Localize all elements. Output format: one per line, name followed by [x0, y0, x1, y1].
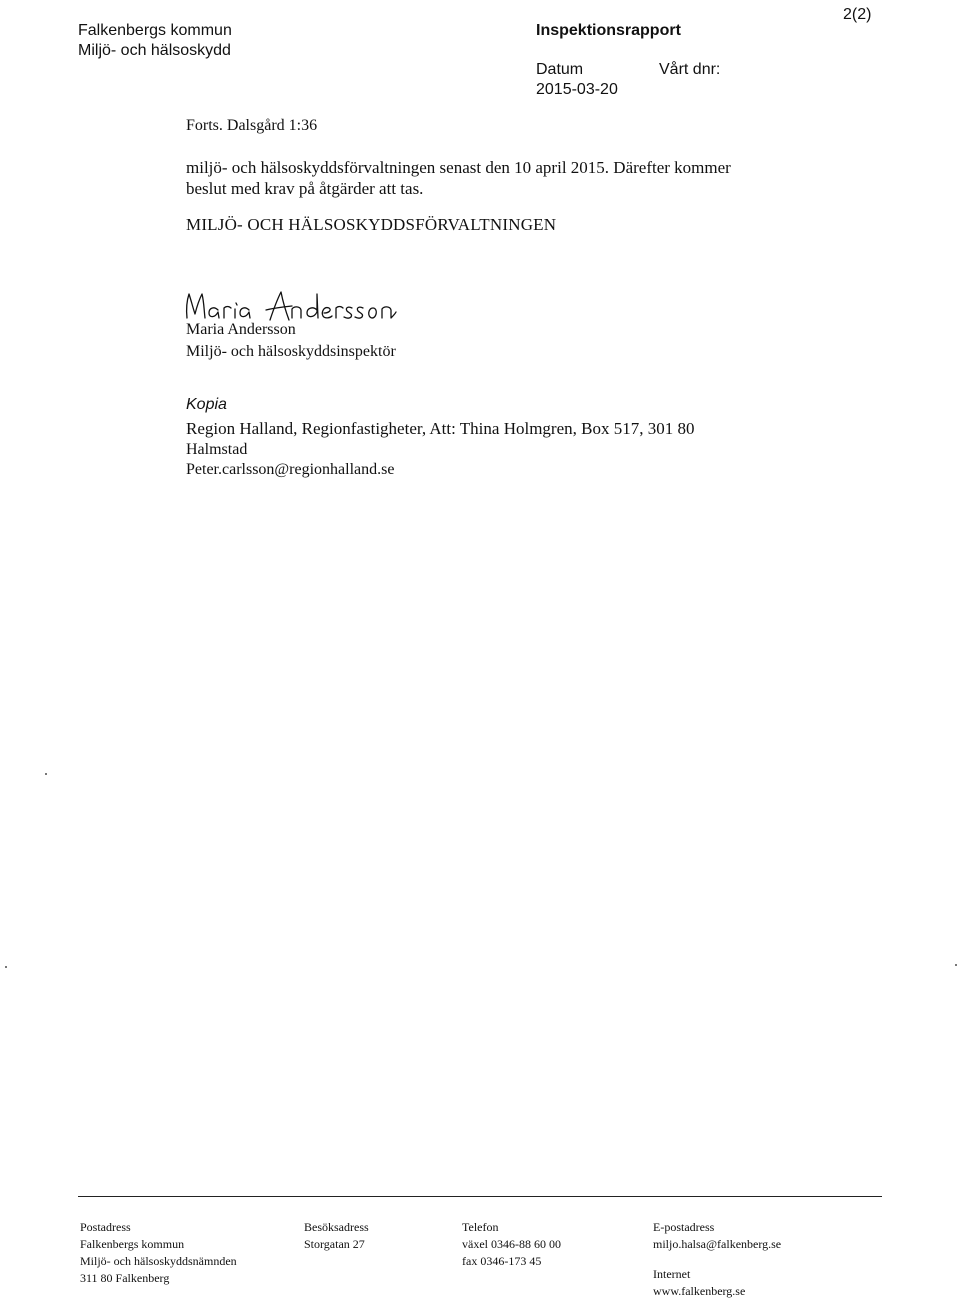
footer-internet	[653, 1266, 745, 1300]
postal-line3: 311 80 Falkenberg	[80, 1271, 170, 1285]
copy-recipient-line2: Halmstad	[186, 441, 248, 458]
scan-speck	[45, 773, 47, 775]
scan-speck	[955, 964, 957, 966]
visit-label: Besöksadress	[304, 1220, 369, 1234]
phone-fax: fax 0346-173 45	[462, 1254, 542, 1268]
internet-label: Internet	[653, 1267, 691, 1281]
internet-value: www.falkenberg.se	[653, 1284, 746, 1298]
reference-number-label: Vårt dnr:	[659, 61, 721, 78]
footer-visit-address	[304, 1219, 369, 1253]
phone-switchboard: växel 0346-88 60 00	[462, 1237, 561, 1251]
copy-heading: Kopia	[186, 396, 227, 413]
postal-line1: Falkenbergs kommun	[80, 1237, 185, 1251]
paragraph-line-1: miljö- och hälsoskyddsförvaltningen senast den 10 april 2015. Därefter kommer	[186, 158, 731, 177]
header-org-line1: Falkenbergs kommun	[78, 22, 232, 39]
email-value: miljo.halsa@falkenberg.se	[653, 1237, 782, 1251]
email-label: E-postadress	[653, 1220, 715, 1234]
postal-line2: Miljö- och hälsoskyddsnämnden	[80, 1254, 237, 1268]
scan-speck	[5, 966, 7, 968]
paragraph-line-2: beslut med krav på åtgärder att tas.	[186, 179, 424, 198]
date-label: Datum	[536, 61, 584, 78]
copy-recipient-line1: Region Halland, Regionfastigheter, Att: Thina Holmgren, Box 517, 301 80	[186, 419, 695, 438]
continuation-heading: Forts. Dalsgård 1:36	[186, 117, 318, 134]
footer-divider	[78, 1196, 882, 1197]
document-title: Inspektionsrapport	[536, 22, 681, 39]
postal-label: Postadress	[80, 1220, 131, 1234]
date-value: 2015-03-20	[536, 81, 618, 98]
signer-title: Miljö- och hälsoskyddsinspektör	[186, 343, 396, 360]
office-name: MILJÖ- OCH HÄLSOSKYDDSFÖRVALTNINGEN	[186, 215, 557, 234]
phone-label: Telefon	[462, 1220, 499, 1234]
page-number: 2(2)	[843, 6, 872, 23]
footer-email	[653, 1219, 781, 1253]
footer-postal-address	[80, 1219, 237, 1287]
body-paragraph	[186, 157, 731, 199]
copy-recipient-email: Peter.carlsson@regionhalland.se	[186, 461, 395, 478]
signer-name: Maria Andersson	[186, 321, 296, 338]
header-org-line2: Miljö- och hälsoskydd	[78, 42, 231, 59]
visit-line1: Storgatan 27	[304, 1237, 365, 1251]
footer-phone	[462, 1219, 561, 1270]
